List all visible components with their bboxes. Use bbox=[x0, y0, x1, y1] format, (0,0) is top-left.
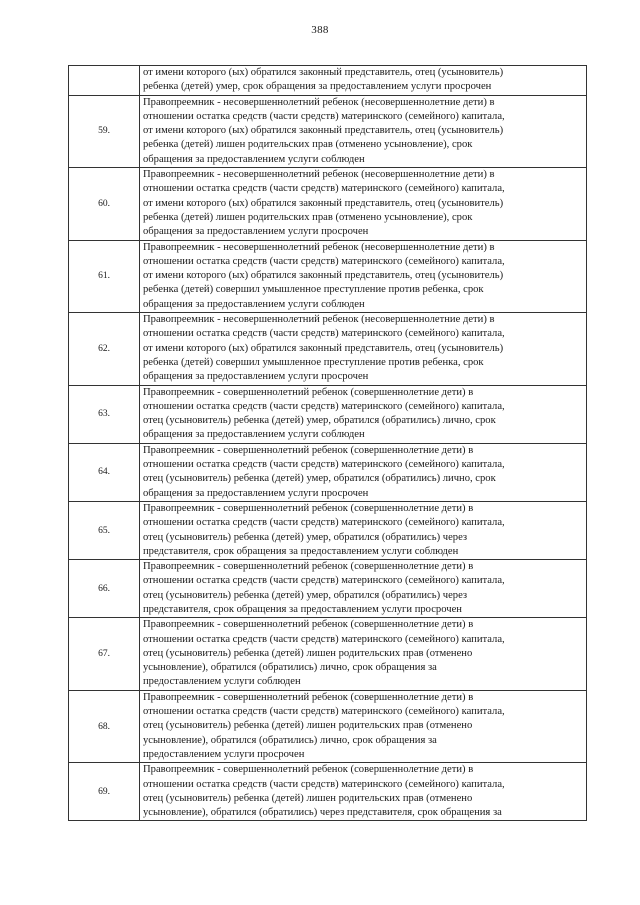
text-line: ребенка (детей) умер, срок обращения за предоставлением услуги просрочен bbox=[143, 81, 492, 93]
row-number: 69. bbox=[69, 763, 140, 821]
row-description-text bbox=[143, 313, 584, 384]
text-line: Правопреемник - совершеннолетний ребенок (совершеннолетние дети) в bbox=[143, 764, 474, 776]
text-line: отношении остатка средств (части средств) материнского (семейного) капитала, bbox=[143, 328, 505, 340]
text-line: обращения за предоставлением услуги просрочен bbox=[143, 226, 369, 238]
row-description-text bbox=[143, 502, 584, 559]
table-row bbox=[69, 168, 587, 240]
text-line: усыновление), обратился (обратились) лично, срок обращения за bbox=[143, 734, 437, 746]
text-line: отец (усыновитель) ребенка (детей) лишен родительских прав (отменено bbox=[143, 792, 473, 804]
text-line: от имени которого (ых) обратился законный представитель, отец (усыновитель) bbox=[143, 270, 504, 282]
row-number: 61. bbox=[69, 240, 140, 312]
table-row bbox=[69, 443, 587, 501]
row-description-text bbox=[143, 96, 584, 167]
row-number bbox=[69, 66, 140, 96]
row-number: 60. bbox=[69, 168, 140, 240]
text-line: обращения за предоставлением услуги соблюден bbox=[143, 429, 365, 441]
text-line: отец (усыновитель) ребенка (детей) умер, обратился (обратились) лично, срок bbox=[143, 415, 496, 427]
row-description-text bbox=[143, 168, 584, 239]
table-row bbox=[69, 501, 587, 559]
text-line: Правопреемник - совершеннолетний ребенок (совершеннолетние дети) в bbox=[143, 561, 474, 573]
text-line: ребенка (детей) лишен родительских прав (отменено усыновление), срок bbox=[143, 139, 473, 151]
row-number: 66. bbox=[69, 560, 140, 618]
text-line: ребенка (детей) совершил умышленное преступление против ребенка, срок bbox=[143, 284, 484, 296]
text-line: отношении остатка средств (части средств) материнского (семейного) капитала, bbox=[143, 183, 505, 195]
row-description bbox=[140, 690, 587, 762]
text-line: обращения за предоставлением услуги соблюден bbox=[143, 153, 365, 165]
text-line: ребенка (детей) лишен родительских прав (отменено усыновление), срок bbox=[143, 211, 473, 223]
text-line: отец (усыновитель) ребенка (детей) лишен родительских прав (отменено bbox=[143, 647, 473, 659]
text-line: от имени которого (ых) обратился законный представитель, отец (усыновитель) bbox=[143, 342, 504, 354]
table-row bbox=[69, 560, 587, 618]
row-description bbox=[140, 95, 587, 167]
row-description bbox=[140, 240, 587, 312]
row-description-text bbox=[143, 444, 584, 501]
text-line: отношении остатка средств (части средств) материнского (семейного) капитала, bbox=[143, 110, 505, 122]
text-line: обращения за предоставлением услуги просрочен bbox=[143, 371, 369, 383]
text-line: от имени которого (ых) обратился законный представитель, отец (усыновитель) bbox=[143, 125, 504, 137]
text-line: обращения за предоставлением услуги просрочен bbox=[143, 487, 369, 499]
text-line: усыновление), обратился (обратились) через представителя, срок обращения за bbox=[143, 807, 502, 819]
text-line: Правопреемник - несовершеннолетний ребенок (несовершеннолетние дети) в bbox=[143, 314, 495, 326]
text-line: отец (усыновитель) ребенка (детей) умер, обратился (обратились) через bbox=[143, 531, 468, 543]
table-body bbox=[69, 66, 587, 821]
text-line: от имени которого (ых) обратился законный представитель, отец (усыновитель) bbox=[143, 67, 504, 78]
row-description bbox=[140, 66, 587, 96]
text-line: отношении остатка средств (части средств) материнского (семейного) капитала, bbox=[143, 633, 505, 645]
row-description-text bbox=[143, 763, 584, 820]
table-row bbox=[69, 763, 587, 821]
text-line: отношении остатка средств (части средств) материнского (семейного) капитала, bbox=[143, 575, 505, 587]
row-description-text bbox=[143, 618, 584, 689]
row-description-text bbox=[143, 691, 584, 762]
table-row bbox=[69, 95, 587, 167]
row-description-text bbox=[143, 66, 584, 95]
row-description bbox=[140, 763, 587, 821]
text-line: Правопреемник - совершеннолетний ребенок (совершеннолетние дети) в bbox=[143, 619, 474, 631]
text-line: отец (усыновитель) ребенка (детей) умер, обратился (обратились) через bbox=[143, 589, 468, 601]
text-line: Правопреемник - совершеннолетний ребенок (совершеннолетние дети) в bbox=[143, 386, 474, 398]
row-description bbox=[140, 168, 587, 240]
text-line: предоставлением услуги соблюден bbox=[143, 676, 301, 688]
row-description bbox=[140, 385, 587, 443]
text-line: отношении остатка средств (части средств) материнского (семейного) капитала, bbox=[143, 459, 505, 471]
row-description bbox=[140, 618, 587, 690]
text-line: Правопреемник - совершеннолетний ребенок (совершеннолетние дети) в bbox=[143, 691, 474, 703]
text-line: отношении остатка средств (части средств) материнского (семейного) капитала, bbox=[143, 706, 505, 718]
text-line: отношении остатка средств (части средств) материнского (семейного) капитала, bbox=[143, 778, 505, 790]
row-number: 59. bbox=[69, 95, 140, 167]
text-line: предоставлением услуги просрочен bbox=[143, 748, 305, 760]
text-line: представителя, срок обращения за предоставлением услуги соблюден bbox=[143, 545, 459, 557]
row-number: 63. bbox=[69, 385, 140, 443]
text-line: усыновление), обратился (обратились) лично, срок обращения за bbox=[143, 662, 437, 674]
row-number: 62. bbox=[69, 313, 140, 385]
row-description bbox=[140, 560, 587, 618]
text-line: Правопреемник - совершеннолетний ребенок (совершеннолетние дети) в bbox=[143, 444, 474, 456]
row-number: 67. bbox=[69, 618, 140, 690]
row-description bbox=[140, 443, 587, 501]
text-line: отношении остатка средств (части средств) материнского (семейного) капитала, bbox=[143, 400, 505, 412]
text-line: отношении остатка средств (части средств) материнского (семейного) капитала, bbox=[143, 255, 505, 267]
table-row bbox=[69, 66, 587, 96]
row-number: 64. bbox=[69, 443, 140, 501]
text-line: ребенка (детей) совершил умышленное преступление против ребенка, срок bbox=[143, 356, 484, 368]
row-description-text bbox=[143, 560, 584, 617]
text-line: Правопреемник - совершеннолетний ребенок (совершеннолетние дети) в bbox=[143, 502, 474, 514]
row-description bbox=[140, 501, 587, 559]
text-line: представителя, срок обращения за предоставлением услуги просрочен bbox=[143, 603, 462, 615]
table-row bbox=[69, 618, 587, 690]
text-line: обращения за предоставлением услуги соблюден bbox=[143, 298, 365, 310]
table-row bbox=[69, 240, 587, 312]
row-description-text bbox=[143, 241, 584, 312]
table-row bbox=[69, 385, 587, 443]
text-line: Правопреемник - несовершеннолетний ребенок (несовершеннолетние дети) в bbox=[143, 96, 495, 108]
row-number: 65. bbox=[69, 501, 140, 559]
row-description-text bbox=[143, 386, 584, 443]
table-row bbox=[69, 313, 587, 385]
table-row bbox=[69, 690, 587, 762]
text-line: отношении остатка средств (части средств) материнского (семейного) капитала, bbox=[143, 517, 505, 529]
row-description bbox=[140, 313, 587, 385]
text-line: отец (усыновитель) ребенка (детей) умер, обратился (обратились) лично, срок bbox=[143, 473, 496, 485]
text-line: от имени которого (ых) обратился законный представитель, отец (усыновитель) bbox=[143, 197, 504, 209]
page-number: 388 bbox=[311, 24, 329, 36]
row-number: 68. bbox=[69, 690, 140, 762]
text-line: Правопреемник - несовершеннолетний ребенок (несовершеннолетние дети) в bbox=[143, 169, 495, 181]
text-line: Правопреемник - несовершеннолетний ребенок (несовершеннолетние дети) в bbox=[143, 241, 495, 253]
text-line: отец (усыновитель) ребенка (детей) лишен родительских прав (отменено bbox=[143, 720, 473, 732]
document-table bbox=[68, 65, 587, 821]
